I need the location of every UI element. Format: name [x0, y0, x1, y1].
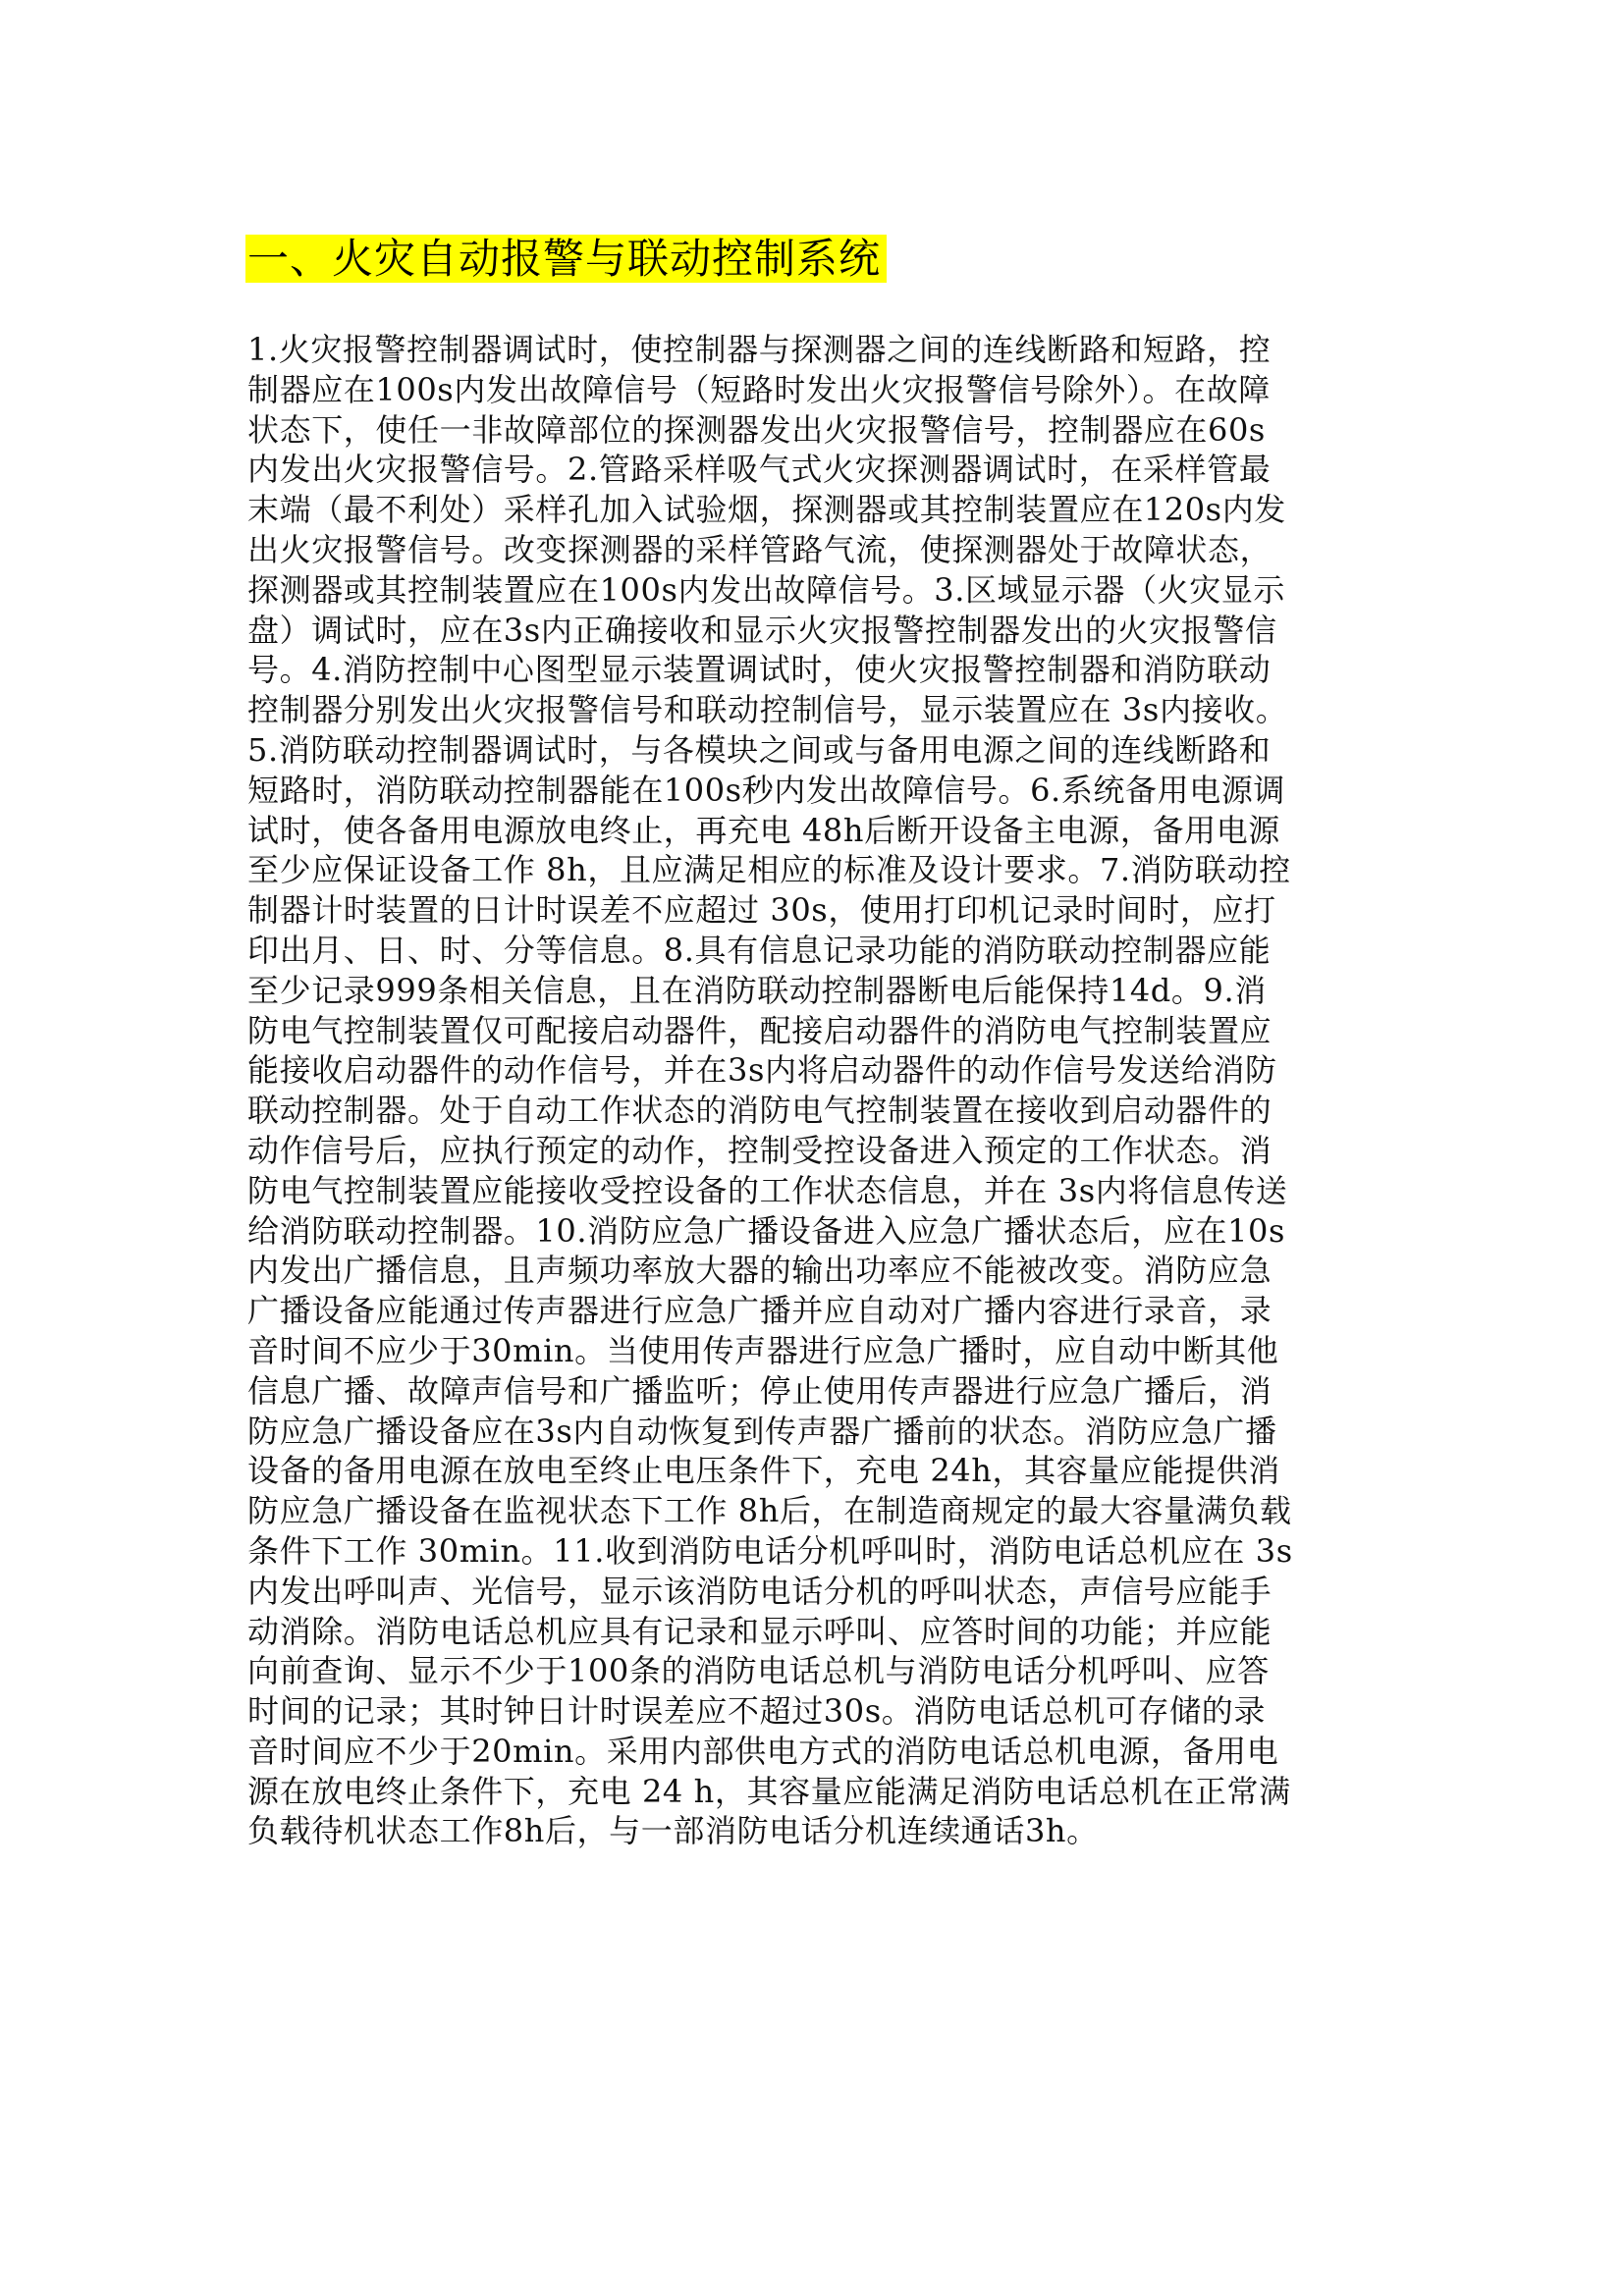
paragraph-line: 动作信号后，应执行预定的动作，控制受控设备进入预定的工作状态。消: [247, 1131, 1272, 1169]
paragraph-line: 内发出广播信息，且声频功率放大器的输出功率应不能被改变。消防应急: [247, 1252, 1272, 1290]
paragraph-line: 设备的备用电源在放电至终止电压条件下，充电 24h，其容量应能提供消: [247, 1452, 1280, 1490]
paragraph-line: 短路时，消防联动控制器能在100s秒内发出故障信号。6.系统备用电源调: [247, 771, 1286, 809]
paragraph-line: 出火灾报警信号。改变探测器的采样管路气流，使探测器处于故障状态，: [247, 530, 1272, 568]
paragraph-line: 防电气控制装置仅可配接启动器件，配接启动器件的消防电气控制装置应: [247, 1011, 1272, 1049]
paragraph-line: 至少记录999条相关信息，且在消防联动控制器断电后能保持14d。9.消: [247, 971, 1267, 1009]
paragraph-line: 时间的记录；其时钟日计时误差应不超过30s。消防电话总机可存储的录: [247, 1692, 1266, 1731]
paragraph-line: 至少应保证设备工作 8h，且应满足相应的标准及设计要求。7.消防联动控: [247, 851, 1291, 889]
paragraph-line: 防应急广播设备应在3s内自动恢复到传声器广播前的状态。消防应急广播: [247, 1412, 1277, 1450]
paragraph-line: 音时间不应少于30min。当使用传声器进行应急广播时，应自动中断其他: [247, 1331, 1279, 1369]
paragraph-line: 信息广播、故障声信号和广播监听；停止使用传声器进行应急广播后，消: [247, 1371, 1272, 1410]
paragraph-line: 盘）调试时，应在3s内正确接收和显示火灾报警控制器发出的火灾报警信: [247, 611, 1277, 649]
paragraph-line: 给消防联动控制器。10.消防应急广播设备进入应急广播状态后，应在10s: [247, 1211, 1286, 1250]
paragraph-line: 5.消防联动控制器调试时，与各模块之间或与备用电源之间的连线断路和: [247, 730, 1272, 769]
paragraph-line: 负载待机状态工作8h后，与一部消防电话分机连续通话3h。: [247, 1812, 1099, 1850]
paragraph-line: 防应急广播设备在监视状态下工作 8h后，在制造商规定的最大容量满负载: [247, 1492, 1292, 1530]
paragraph-line: 向前查询、显示不少于100条的消防电话总机与消防电话分机呼叫、应答: [247, 1652, 1270, 1690]
paragraph-line: 音时间应不少于20min。采用内部供电方式的消防电话总机电源，备用电: [247, 1732, 1279, 1770]
paragraph-line: 防电气控制装置应能接收受控设备的工作状态信息，并在 3s内将信息传送: [247, 1171, 1288, 1209]
section-heading: [245, 230, 887, 289]
paragraph-line: 内发出呼叫声、光信号，显示该消防电话分机的呼叫状态，声信号应能手: [247, 1572, 1272, 1610]
paragraph-line: 探测器或其控制装置应在100s内发出故障信号。3.区域显示器（火灾显示: [247, 570, 1286, 609]
body-paragraph: [247, 330, 1386, 1851]
paragraph-line: 1.火灾报警控制器调试时，使控制器与探测器之间的连线断路和短路，控: [247, 331, 1272, 368]
paragraph-line: 内发出火灾报警信号。2.管路采样吸气式火灾探测器调试时，在采样管最: [247, 451, 1272, 489]
paragraph-line: 试时，使各备用电源放电终止，再充电 48h后断开设备主电源，备用电源: [247, 811, 1280, 849]
paragraph-line: 能接收启动器件的动作信号，并在3s内将启动器件的动作信号发送给消防: [247, 1051, 1277, 1090]
paragraph-line: 广播设备应能通过传声器进行应急广播并应自动对广播内容进行录音，录: [247, 1292, 1272, 1330]
paragraph-line: 联动控制器。处于自动工作状态的消防电气控制装置在接收到启动器件的: [247, 1092, 1272, 1130]
section-heading-text: 一、火灾自动报警与联动控制系统: [245, 235, 887, 283]
paragraph-line: 动消除。消防电话总机应具有记录和显示呼叫、应答时间的功能；并应能: [247, 1612, 1272, 1650]
paragraph-line: 控制器分别发出火灾报警信号和联动控制信号，显示装置应在 3s内接收。: [247, 691, 1288, 729]
paragraph-line: 制器应在100s内发出故障信号（短路时发出火灾报警信号除外）。在故障: [247, 370, 1271, 408]
paragraph-line: 源在放电终止条件下，充电 24 h，其容量应能满足消防电话总机在正常满: [247, 1772, 1291, 1810]
paragraph-line: 末端（最不利处）采样孔加入试验烟，探测器或其控制装置应在120s内发: [247, 491, 1286, 529]
paragraph-line: 号。4.消防控制中心图型显示装置调试时，使火灾报警控制器和消防联动: [247, 651, 1272, 689]
paragraph-line: 印出月、日、时、分等信息。8.具有信息记录功能的消防联动控制器应能: [247, 931, 1272, 969]
paragraph-line: 制器计时装置的日计时误差不应超过 30s，使用打印机记录时间时，应打: [247, 891, 1276, 930]
paragraph-line: 状态下，使任一非故障部位的探测器发出火灾报警信号，控制器应在60s: [247, 410, 1266, 449]
paragraph-line: 条件下工作 30min。11.收到消防电话分机呼叫时，消防电话总机应在 3s: [247, 1531, 1293, 1570]
